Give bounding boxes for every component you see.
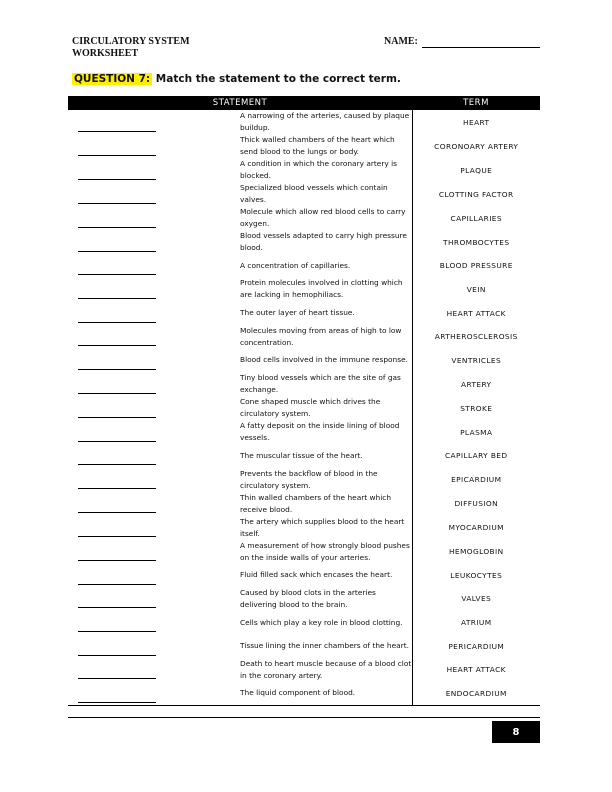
answer-blank-line[interactable]: [78, 289, 156, 299]
statement-text: Prevents the backflow of blood in the circulatory system.: [240, 468, 378, 490]
answer-cell: [68, 134, 240, 158]
answer-blank-line[interactable]: [78, 693, 156, 703]
statement-text: The liquid component of blood.: [240, 688, 356, 698]
answer-blank-line[interactable]: [78, 218, 156, 228]
statement-text: Fluid filled sack which encases the heart.: [240, 570, 393, 580]
term-text: CAPILLARIES: [412, 206, 540, 230]
answer-cell: [68, 611, 240, 634]
worksheet-title-line1: CIRCULATORY SYSTEM: [72, 36, 190, 47]
table-header-row: [68, 96, 540, 110]
answer-blank-line[interactable]: [78, 242, 156, 252]
answer-cell: [68, 682, 240, 705]
statement-text: Protein molecules involved in clotting which are lacking in hemophiliacs.: [240, 278, 403, 300]
term-text: ATRIUM: [412, 611, 540, 634]
table-row: [68, 634, 540, 657]
term-text: ARTHEROSCLEROSIS: [412, 325, 540, 349]
term-text: PLAQUE: [412, 158, 540, 182]
statement-text: A concentration of capillaries.: [240, 260, 351, 270]
answer-blank-line[interactable]: [78, 265, 156, 275]
statement-text: Blood vessels adapted to carry high pressure blood.: [240, 231, 407, 252]
statement-text: A fatty deposit on the inside lining of blood vessels.: [240, 421, 400, 443]
footer-rule: [68, 717, 540, 718]
statement-text: Molecules moving from areas of high to low concentration.: [240, 325, 402, 347]
worksheet-title-line2: WORKSHEET: [72, 48, 139, 59]
statement-text: Death to heart muscle because of a blood clot in the coronary artery.: [240, 658, 412, 680]
table-row: [68, 230, 540, 254]
answer-cell: [68, 230, 240, 254]
term-text: CORONOARY ARTERY: [412, 134, 540, 158]
answer-cell: [68, 634, 240, 657]
table-row: [68, 349, 540, 372]
statement-text: Caused by blood clots in the arteries delivering blood to the brain.: [240, 587, 376, 609]
term-text: HEMOGLOBIN: [412, 540, 540, 564]
answer-cell: [68, 206, 240, 230]
answer-blank-line[interactable]: [78, 551, 156, 561]
table-row: [68, 182, 540, 206]
term-text: STROKE: [412, 396, 540, 420]
answer-cell: [68, 540, 240, 564]
worksheet-title: [72, 36, 190, 60]
page-number: 8: [492, 721, 540, 743]
matching-table: [68, 96, 540, 706]
answer-blank-line[interactable]: [78, 646, 156, 656]
answer-cell: [68, 277, 240, 301]
term-text: CLOTTING FACTOR: [412, 182, 540, 206]
answer-cell: [68, 396, 240, 420]
answer-cell: [68, 254, 240, 277]
table-row: [68, 564, 540, 587]
table-row: [68, 277, 540, 301]
table-row: [68, 372, 540, 396]
term-text: LEUKOCYTES: [412, 564, 540, 587]
table-row: [68, 254, 540, 277]
term-text: MYOCARDIUM: [412, 516, 540, 540]
term-text: BLOOD PRESSURE: [412, 254, 540, 277]
answer-blank-line[interactable]: [78, 455, 156, 465]
name-label: NAME:: [384, 36, 418, 47]
term-text: THROMBOCYTES: [412, 230, 540, 254]
term-text: HEART ATTACK: [412, 658, 540, 682]
table-row: [68, 468, 540, 492]
answer-blank-line[interactable]: [78, 384, 156, 394]
question-prompt: [72, 72, 401, 86]
answer-blank-line[interactable]: [78, 503, 156, 513]
answer-cell: [68, 372, 240, 396]
table-row: [68, 301, 540, 324]
question-text: Match the statement to the correct term.: [155, 73, 401, 85]
statement-text: Thick walled chambers of the heart which send blood to the lungs or body.: [240, 135, 395, 156]
table-row: [68, 658, 540, 682]
term-text: HEART ATTACK: [412, 301, 540, 324]
name-field: [384, 36, 540, 48]
answer-blank-line[interactable]: [78, 408, 156, 418]
term-text: ENDOCARDIUM: [412, 682, 540, 705]
answer-blank-line[interactable]: [78, 336, 156, 346]
answer-blank-line[interactable]: [78, 313, 156, 323]
answer-blank-line[interactable]: [78, 527, 156, 537]
term-text: HEART: [412, 110, 540, 134]
statement-text: Specialized blood vessels which contain valves.: [240, 183, 388, 204]
table-row: [68, 420, 540, 444]
term-text: PLASMA: [412, 420, 540, 444]
answer-blank-line[interactable]: [78, 194, 156, 204]
table-row: [68, 325, 540, 349]
table-row: [68, 444, 540, 467]
answer-cell: [68, 349, 240, 372]
table-row: [68, 540, 540, 564]
term-text: EPICARDIUM: [412, 468, 540, 492]
answer-blank-line[interactable]: [78, 622, 156, 632]
answer-blank-line[interactable]: [78, 669, 156, 679]
answer-cell: [68, 587, 240, 611]
statement-text: The outer layer of heart tissue.: [240, 308, 355, 318]
answer-cell: [68, 158, 240, 182]
table-body: [68, 110, 540, 705]
table-row: [68, 206, 540, 230]
answer-blank-line[interactable]: [78, 479, 156, 489]
term-text: PERICARDIUM: [412, 634, 540, 657]
answer-cell: [68, 301, 240, 324]
statement-text: A narrowing of the arteries, caused by plaque buildup.: [240, 111, 410, 132]
term-text: VEIN: [412, 277, 540, 301]
table-row: [68, 611, 540, 634]
answer-blank-line[interactable]: [78, 170, 156, 180]
term-text: VALVES: [412, 587, 540, 611]
term-text: ARTERY: [412, 372, 540, 396]
answer-blank-line[interactable]: [78, 122, 156, 132]
statement-column-header: STATEMENT: [68, 96, 412, 110]
answer-cell: [68, 468, 240, 492]
answer-cell: [68, 492, 240, 516]
answer-blank-line[interactable]: [78, 146, 156, 156]
answer-cell: [68, 325, 240, 349]
answer-cell: [68, 564, 240, 587]
table-row: [68, 396, 540, 420]
table-row: [68, 110, 540, 134]
statement-text: A condition in which the coronary artery is blocked.: [240, 159, 398, 180]
answer-cell: [68, 420, 240, 444]
statement-text: The muscular tissue of the heart.: [240, 450, 363, 460]
answer-blank-line[interactable]: [78, 598, 156, 608]
table-row: [68, 134, 540, 158]
answer-cell: [68, 110, 240, 134]
statement-text: Tissue lining the inner chambers of the heart.: [240, 641, 409, 651]
term-text: CAPILLARY BED: [412, 444, 540, 467]
statement-text: Tiny blood vessels which are the site of gas exchange.: [240, 373, 401, 395]
term-column-header: TERM: [412, 96, 540, 110]
table-row: [68, 516, 540, 540]
answer-blank-line[interactable]: [78, 575, 156, 585]
answer-blank-line[interactable]: [78, 360, 156, 370]
table-row: [68, 682, 540, 705]
term-text: DIFFUSION: [412, 492, 540, 516]
statement-text: Thin walled chambers of the heart which receive blood.: [240, 492, 392, 514]
term-text: VENTRICLES: [412, 349, 540, 372]
answer-cell: [68, 516, 240, 540]
table-row: [68, 492, 540, 516]
table-row: [68, 587, 540, 611]
table-row: [68, 158, 540, 182]
statement-text: Molecule which allow red blood cells to carry oxygen.: [240, 207, 406, 228]
answer-blank-line[interactable]: [78, 432, 156, 442]
answer-cell: [68, 658, 240, 682]
answer-cell: [68, 444, 240, 467]
statement-text: Blood cells involved in the immune response.: [240, 355, 408, 365]
name-blank-line[interactable]: [422, 37, 540, 48]
statement-text: The artery which supplies blood to the heart itself.: [240, 516, 405, 538]
question-number: QUESTION 7:: [74, 73, 151, 85]
statement-text: Cells which play a key role in blood clotting.: [240, 617, 403, 627]
statement-text: A measurement of how strongly blood pushes on the inside walls of your arteries.: [240, 540, 410, 562]
statement-text: Cone shaped muscle which drives the circulatory system.: [240, 397, 381, 419]
answer-cell: [68, 182, 240, 206]
